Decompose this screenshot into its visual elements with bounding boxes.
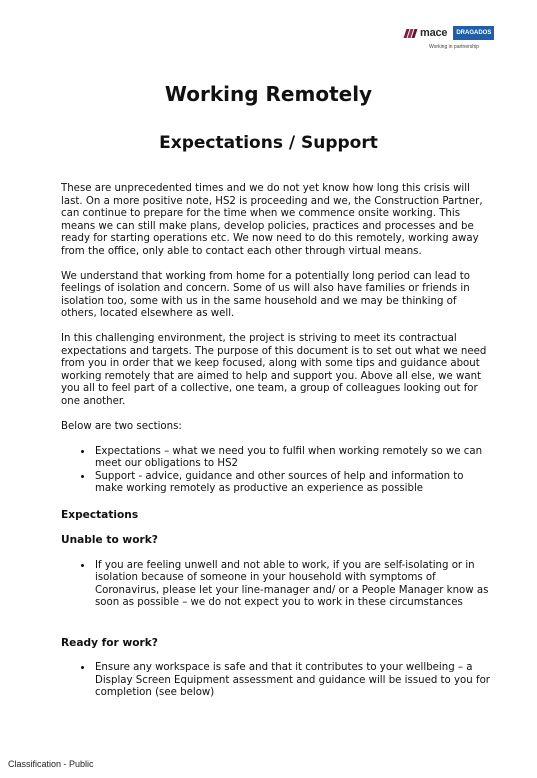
list-item-ready: • Ensure any workspace is safe and that it contributes to your wellbeing – a Display Screen Equipment assessment and guidance will be issued to you for completion (see below): [93, 662, 491, 700]
list-item-expectations: • Expectations – what we need you to fulfil when working remotely so we can meet our obligations to HS2: [93, 446, 491, 471]
list-item-unable: • If you are feeling unwell and not able to work, if you are self-isolating or in isolation because of someone in your household with symptoms of Coronavirus, please let your line-manager and/ or a People Manager know as soon as possible – we do not expect you to work in these circumstances: [93, 560, 491, 610]
mace-logo-icon: [405, 29, 417, 38]
mace-wordmark: mace: [420, 27, 448, 39]
logo-tagline: Working in partnership: [429, 44, 479, 50]
unable-list: [61, 560, 491, 610]
dragados-logo: DRAGADOS: [453, 26, 494, 40]
ready-list: [61, 662, 491, 700]
logo-row: [405, 26, 507, 40]
company-logo: [405, 26, 507, 50]
list-item-support: • Support - advice, guidance and other sources of help and information to make working remotely as productive an experience as possible: [93, 471, 491, 496]
intro-paragraph: These are unprecedented times and we do not yet know how long this crisis will last. On a more positive note, HS2 is proceeding and we, the Construction Partner, can continue to prepare for the time when we commence onsite working. This means we can still make plans, develop policies, practices and processes and be ready for starting operations etc. We now need to do this remotely, working away from the office, only able to contact each other through virtual means.: [61, 183, 483, 257]
document-body: [61, 183, 491, 713]
spacer: [61, 623, 491, 637]
classification-label: Classification - Public: [8, 759, 94, 769]
expectations-heading: Expectations: [61, 508, 139, 521]
unable-to-work-heading: Unable to work?: [61, 534, 158, 546]
sections-list: [61, 446, 491, 496]
sections-intro: Below are two sections:: [61, 420, 182, 432]
environment-paragraph: In this challenging environment, the project is striving to meet its contractual expectations and targets. The purpose of this document is to set out what we need from you in order that we keep focused, along with some tips and guidance about working remotely that are aimed to help and support you. Above all else, we want you all to feel part of a collective, one team, a group of colleagues looking out for one another.: [61, 333, 487, 407]
ready-for-work-heading: Ready for work?: [61, 636, 158, 649]
isolation-paragraph: We understand that working from home for a potentially long period can lead to feelings of isolation and concern. Some of us will also have families or friends in isolation too, some with us in the same household and we may be thinking of others, located elsewhere as well.: [61, 270, 471, 319]
document-subtitle: Expectations / Support: [159, 133, 378, 153]
document-title: Working Remotely: [164, 82, 373, 106]
